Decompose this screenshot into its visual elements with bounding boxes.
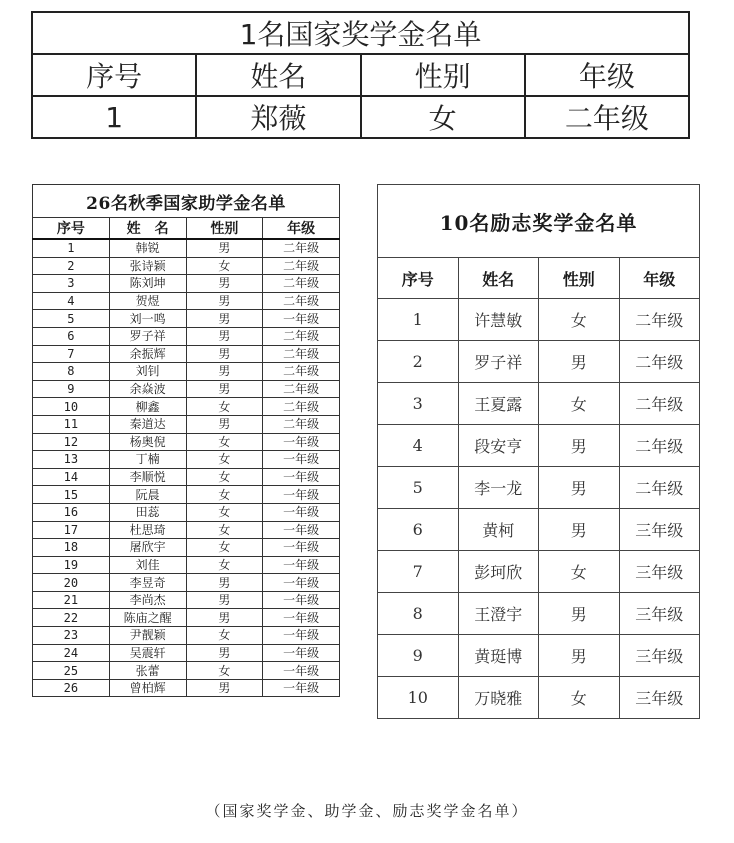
cell-index: 3 bbox=[33, 275, 110, 293]
table-row bbox=[33, 310, 340, 328]
cell-gender: 女 bbox=[539, 383, 620, 425]
column-header-name: 姓名 bbox=[196, 54, 360, 96]
table-row bbox=[33, 609, 340, 627]
cell-name: 余焱波 bbox=[109, 380, 186, 398]
cell-index: 26 bbox=[33, 679, 110, 697]
cell-index: 10 bbox=[378, 677, 459, 719]
table-row bbox=[378, 677, 700, 719]
cell-grade: 二年级 bbox=[619, 383, 700, 425]
table-row bbox=[33, 644, 340, 662]
cell-grade: 一年级 bbox=[263, 539, 340, 557]
cell-gender: 女 bbox=[539, 551, 620, 593]
cell-grade: 一年级 bbox=[263, 574, 340, 592]
cell-index: 1 bbox=[378, 299, 459, 341]
cell-grade: 二年级 bbox=[619, 425, 700, 467]
cell-index: 9 bbox=[378, 635, 459, 677]
table-row bbox=[378, 299, 700, 341]
cell-name: 阮晨 bbox=[109, 486, 186, 504]
cell-index: 6 bbox=[33, 327, 110, 345]
cell-name: 田蕊 bbox=[109, 503, 186, 521]
cell-name: 丁楠 bbox=[109, 451, 186, 469]
cell-gender: 女 bbox=[186, 627, 263, 645]
cell-gender: 女 bbox=[539, 299, 620, 341]
cell-grade: 三年级 bbox=[619, 593, 700, 635]
cell-name: 段安亨 bbox=[458, 425, 539, 467]
cell-grade: 一年级 bbox=[263, 591, 340, 609]
cell-index: 23 bbox=[33, 627, 110, 645]
cell-name: 李昱奇 bbox=[109, 574, 186, 592]
column-header-name: 姓 名 bbox=[109, 218, 186, 240]
cell-grade: 一年级 bbox=[263, 451, 340, 469]
national-grant-table bbox=[32, 184, 340, 697]
cell-name: 陈庙之醒 bbox=[109, 609, 186, 627]
cell-index: 18 bbox=[33, 539, 110, 557]
cell-index: 20 bbox=[33, 574, 110, 592]
cell-index: 8 bbox=[378, 593, 459, 635]
table-row bbox=[33, 292, 340, 310]
cell-index: 22 bbox=[33, 609, 110, 627]
cell-grade: 二年级 bbox=[619, 467, 700, 509]
cell-index: 16 bbox=[33, 503, 110, 521]
cell-index: 13 bbox=[33, 451, 110, 469]
header-row bbox=[378, 258, 700, 299]
table-row bbox=[33, 574, 340, 592]
cell-name: 韩锐 bbox=[109, 239, 186, 257]
cell-gender: 女 bbox=[186, 539, 263, 557]
cell-grade: 二年级 bbox=[263, 327, 340, 345]
table-row bbox=[378, 593, 700, 635]
cell-gender: 男 bbox=[186, 363, 263, 381]
column-header-grade: 年级 bbox=[525, 54, 689, 96]
cell-index: 15 bbox=[33, 486, 110, 504]
cell-name: 王澄宇 bbox=[458, 593, 539, 635]
cell-gender: 男 bbox=[539, 425, 620, 467]
column-header-index: 序号 bbox=[32, 54, 196, 96]
table-row bbox=[33, 345, 340, 363]
cell-gender: 女 bbox=[361, 96, 525, 138]
cell-index: 14 bbox=[33, 468, 110, 486]
cell-name: 罗子祥 bbox=[109, 327, 186, 345]
cell-name: 陈刘坤 bbox=[109, 275, 186, 293]
cell-grade: 一年级 bbox=[263, 433, 340, 451]
column-header-gender: 性别 bbox=[186, 218, 263, 240]
cell-name: 余振辉 bbox=[109, 345, 186, 363]
table-row bbox=[33, 556, 340, 574]
cell-grade: 一年级 bbox=[263, 310, 340, 328]
cell-index: 1 bbox=[33, 239, 110, 257]
cell-name: 刘钊 bbox=[109, 363, 186, 381]
cell-gender: 女 bbox=[186, 257, 263, 275]
cell-gender: 男 bbox=[539, 635, 620, 677]
cell-name: 许慧敏 bbox=[458, 299, 539, 341]
column-header-grade: 年级 bbox=[263, 218, 340, 240]
cell-gender: 男 bbox=[186, 327, 263, 345]
cell-grade: 一年级 bbox=[263, 556, 340, 574]
table-row bbox=[33, 662, 340, 680]
cell-index: 25 bbox=[33, 662, 110, 680]
column-header-grade: 年级 bbox=[619, 258, 700, 299]
cell-index: 12 bbox=[33, 433, 110, 451]
cell-grade: 一年级 bbox=[263, 662, 340, 680]
column-header-index: 序号 bbox=[378, 258, 459, 299]
table-row bbox=[33, 239, 340, 257]
cell-index: 4 bbox=[378, 425, 459, 467]
table-row bbox=[33, 468, 340, 486]
cell-index: 9 bbox=[33, 380, 110, 398]
cell-index: 7 bbox=[33, 345, 110, 363]
table-row bbox=[378, 509, 700, 551]
table-row bbox=[33, 521, 340, 539]
cell-name: 曾柏辉 bbox=[109, 679, 186, 697]
cell-grade: 一年级 bbox=[263, 679, 340, 697]
cell-grade: 一年级 bbox=[263, 627, 340, 645]
cell-grade: 三年级 bbox=[619, 551, 700, 593]
cell-grade: 二年级 bbox=[263, 415, 340, 433]
table-title: 26名秋季国家助学金名单 bbox=[33, 185, 340, 218]
cell-index: 6 bbox=[378, 509, 459, 551]
cell-gender: 女 bbox=[186, 521, 263, 539]
table-row bbox=[33, 380, 340, 398]
cell-grade: 二年级 bbox=[263, 275, 340, 293]
cell-index: 7 bbox=[378, 551, 459, 593]
cell-gender: 女 bbox=[186, 556, 263, 574]
cell-grade: 三年级 bbox=[619, 635, 700, 677]
cell-name: 秦道达 bbox=[109, 415, 186, 433]
cell-gender: 男 bbox=[186, 591, 263, 609]
table-row bbox=[32, 96, 689, 138]
cell-grade: 二年级 bbox=[263, 398, 340, 416]
cell-name: 屠欣宇 bbox=[109, 539, 186, 557]
cell-grade: 一年级 bbox=[263, 644, 340, 662]
figure-caption: （国家奖学金、助学金、励志奖学金名单） bbox=[205, 802, 529, 820]
cell-grade: 二年级 bbox=[619, 341, 700, 383]
cell-grade: 一年级 bbox=[263, 521, 340, 539]
table-row bbox=[33, 486, 340, 504]
cell-name: 尹靓颖 bbox=[109, 627, 186, 645]
cell-gender: 男 bbox=[186, 609, 263, 627]
cell-grade: 三年级 bbox=[619, 509, 700, 551]
cell-gender: 男 bbox=[186, 239, 263, 257]
cell-gender: 男 bbox=[186, 275, 263, 293]
table-row bbox=[33, 591, 340, 609]
table-row bbox=[33, 327, 340, 345]
cell-index: 17 bbox=[33, 521, 110, 539]
cell-grade: 二年级 bbox=[525, 96, 689, 138]
cell-grade: 三年级 bbox=[619, 677, 700, 719]
cell-gender: 男 bbox=[186, 310, 263, 328]
cell-gender: 男 bbox=[539, 509, 620, 551]
cell-gender: 女 bbox=[186, 468, 263, 486]
cell-grade: 一年级 bbox=[263, 486, 340, 504]
cell-gender: 女 bbox=[186, 486, 263, 504]
cell-name: 李顺悦 bbox=[109, 468, 186, 486]
cell-index: 1 bbox=[32, 96, 196, 138]
table-row bbox=[33, 275, 340, 293]
cell-name: 黄柯 bbox=[458, 509, 539, 551]
table-row bbox=[33, 398, 340, 416]
cell-gender: 女 bbox=[186, 662, 263, 680]
cell-grade: 一年级 bbox=[263, 468, 340, 486]
table-row bbox=[378, 635, 700, 677]
cell-gender: 男 bbox=[186, 415, 263, 433]
table-title: 1名国家奖学金名单 bbox=[32, 12, 689, 54]
table-row bbox=[378, 467, 700, 509]
cell-name: 郑薇 bbox=[196, 96, 360, 138]
cell-grade: 二年级 bbox=[263, 292, 340, 310]
cell-gender: 女 bbox=[186, 433, 263, 451]
cell-grade: 二年级 bbox=[263, 363, 340, 381]
cell-name: 黄珽博 bbox=[458, 635, 539, 677]
cell-index: 10 bbox=[33, 398, 110, 416]
cell-index: 5 bbox=[33, 310, 110, 328]
table-row bbox=[378, 551, 700, 593]
cell-name: 李一龙 bbox=[458, 467, 539, 509]
table-row bbox=[33, 363, 340, 381]
cell-gender: 男 bbox=[186, 380, 263, 398]
national-scholarship-table bbox=[31, 11, 690, 139]
cell-gender: 男 bbox=[186, 679, 263, 697]
table-row bbox=[33, 679, 340, 697]
cell-name: 罗子祥 bbox=[458, 341, 539, 383]
cell-name: 彭珂欣 bbox=[458, 551, 539, 593]
cell-index: 2 bbox=[33, 257, 110, 275]
cell-index: 24 bbox=[33, 644, 110, 662]
cell-gender: 男 bbox=[539, 341, 620, 383]
cell-grade: 二年级 bbox=[263, 257, 340, 275]
cell-grade: 二年级 bbox=[263, 380, 340, 398]
cell-gender: 男 bbox=[539, 467, 620, 509]
cell-gender: 男 bbox=[539, 593, 620, 635]
cell-index: 19 bbox=[33, 556, 110, 574]
cell-gender: 女 bbox=[186, 451, 263, 469]
table-row bbox=[33, 433, 340, 451]
cell-gender: 男 bbox=[186, 292, 263, 310]
table-row bbox=[33, 451, 340, 469]
table-row bbox=[33, 627, 340, 645]
cell-name: 万晓雅 bbox=[458, 677, 539, 719]
cell-name: 杨奥倪 bbox=[109, 433, 186, 451]
table-row bbox=[378, 341, 700, 383]
cell-name: 刘一鸣 bbox=[109, 310, 186, 328]
cell-name: 刘佳 bbox=[109, 556, 186, 574]
header-row bbox=[33, 218, 340, 240]
cell-name: 杜思琦 bbox=[109, 521, 186, 539]
cell-gender: 男 bbox=[186, 644, 263, 662]
cell-name: 李尚杰 bbox=[109, 591, 186, 609]
cell-gender: 女 bbox=[186, 398, 263, 416]
table-row bbox=[378, 383, 700, 425]
cell-grade: 二年级 bbox=[263, 239, 340, 257]
cell-grade: 二年级 bbox=[619, 299, 700, 341]
cell-index: 21 bbox=[33, 591, 110, 609]
header-row bbox=[32, 54, 689, 96]
cell-grade: 二年级 bbox=[263, 345, 340, 363]
encouragement-scholarship-table bbox=[377, 184, 700, 719]
table-row bbox=[378, 425, 700, 467]
cell-name: 王夏露 bbox=[458, 383, 539, 425]
table-row bbox=[33, 257, 340, 275]
table-row bbox=[33, 539, 340, 557]
cell-index: 3 bbox=[378, 383, 459, 425]
cell-grade: 一年级 bbox=[263, 503, 340, 521]
table-title: 10名励志奖学金名单 bbox=[378, 185, 700, 258]
cell-index: 4 bbox=[33, 292, 110, 310]
cell-gender: 男 bbox=[186, 345, 263, 363]
column-header-gender: 性别 bbox=[539, 258, 620, 299]
cell-index: 5 bbox=[378, 467, 459, 509]
table-row bbox=[33, 415, 340, 433]
cell-name: 贺煜 bbox=[109, 292, 186, 310]
cell-name: 张诗颖 bbox=[109, 257, 186, 275]
cell-gender: 男 bbox=[186, 574, 263, 592]
cell-name: 张蕾 bbox=[109, 662, 186, 680]
column-header-gender: 性别 bbox=[361, 54, 525, 96]
column-header-index: 序号 bbox=[33, 218, 110, 240]
table-row bbox=[33, 503, 340, 521]
cell-index: 8 bbox=[33, 363, 110, 381]
cell-gender: 女 bbox=[186, 503, 263, 521]
cell-name: 吴震轩 bbox=[109, 644, 186, 662]
cell-name: 柳鑫 bbox=[109, 398, 186, 416]
column-header-name: 姓名 bbox=[458, 258, 539, 299]
cell-grade: 一年级 bbox=[263, 609, 340, 627]
cell-index: 11 bbox=[33, 415, 110, 433]
cell-gender: 女 bbox=[539, 677, 620, 719]
cell-index: 2 bbox=[378, 341, 459, 383]
